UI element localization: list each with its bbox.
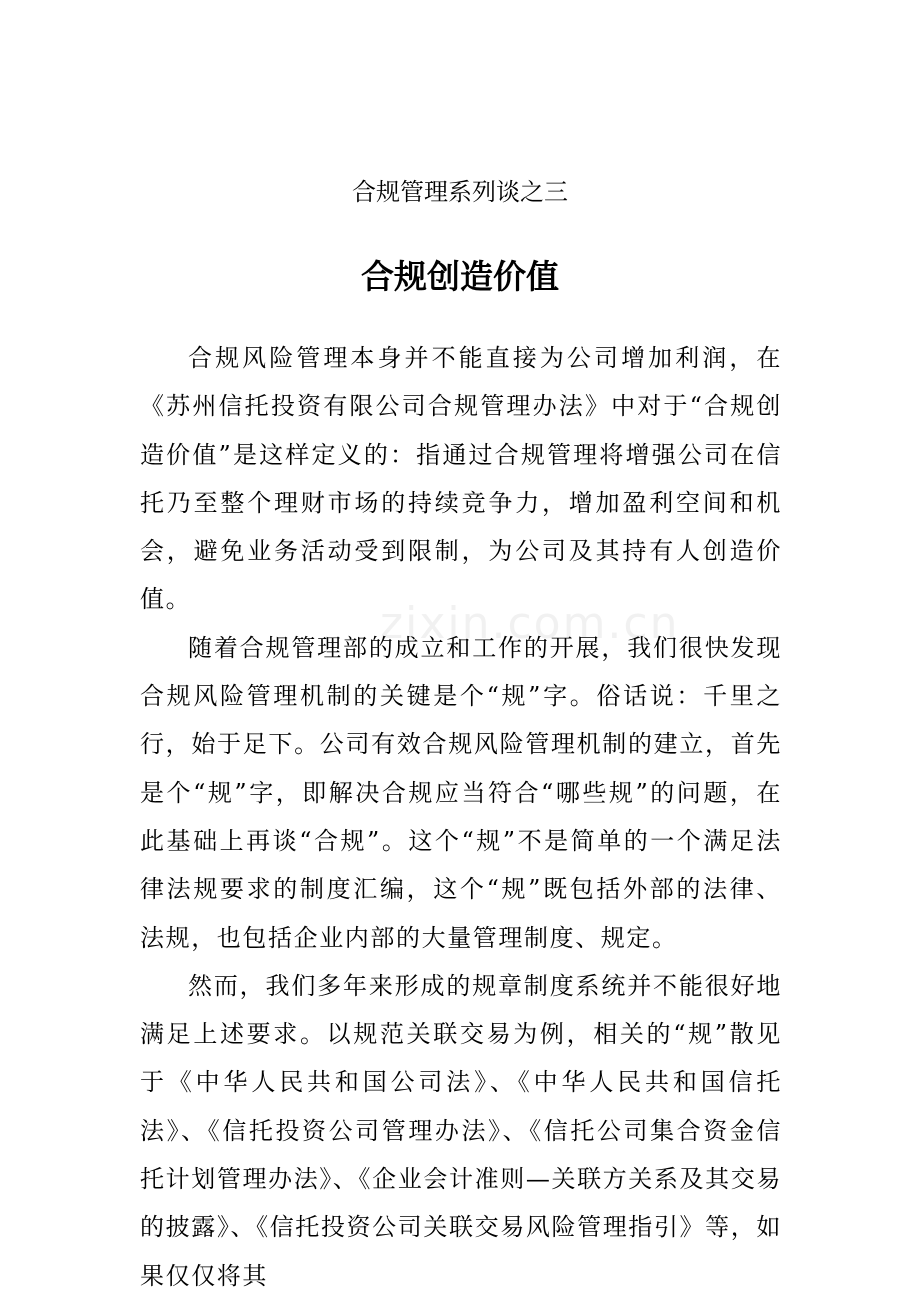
watermark: zixin.com.cn bbox=[380, 598, 680, 649]
paragraph: 合规风险管理本身并不能直接为公司增加利润，在《苏州信托投资有限公司合规管理办法》中对于“合规创造价值”是这样定义的：指通过合规管理将增强公司在信托乃至整个理财市场的持续竞争力，增加盈利空间和机会，避免业务活动受到限制，为公司及其持有人创造价值。 bbox=[140, 344, 782, 614]
paragraph: 然而，我们多年来形成的规章制度系统并不能很好地满足上述要求。以规范关联交易为例，相关的“规”散见于《中华人民共和国公司法》、《中华人民共和国信托法》、《信托投资公司管理办法》、《信托公司集合资金信托计划管理办法》、《企业会计准则—关联方关系及其交易的披露》、《信托投资公司关联交易风险管理指引》等，如果仅仅将其 bbox=[140, 971, 782, 1290]
paragraph: 随着合规管理部的成立和工作的开展，我们很快发现合规风险管理机制的关键是个“规”字。俗话说：千里之行，始于足下。公司有效合规风险管理机制的建立，首先是个“规”字，即解决合规应当符合“哪些规”的问题，在此基础上再谈“合规”。这个“规”不是简单的一个满足法律法规要求的制度汇编，这个“规”既包括外部的法律、法规，也包括企业内部的大量管理制度、规定。 bbox=[140, 633, 782, 952]
series-subtitle: 合规管理系列谈之三 bbox=[352, 178, 568, 206]
page-title: 合规创造价值 bbox=[361, 257, 559, 296]
article-body bbox=[140, 334, 782, 1300]
